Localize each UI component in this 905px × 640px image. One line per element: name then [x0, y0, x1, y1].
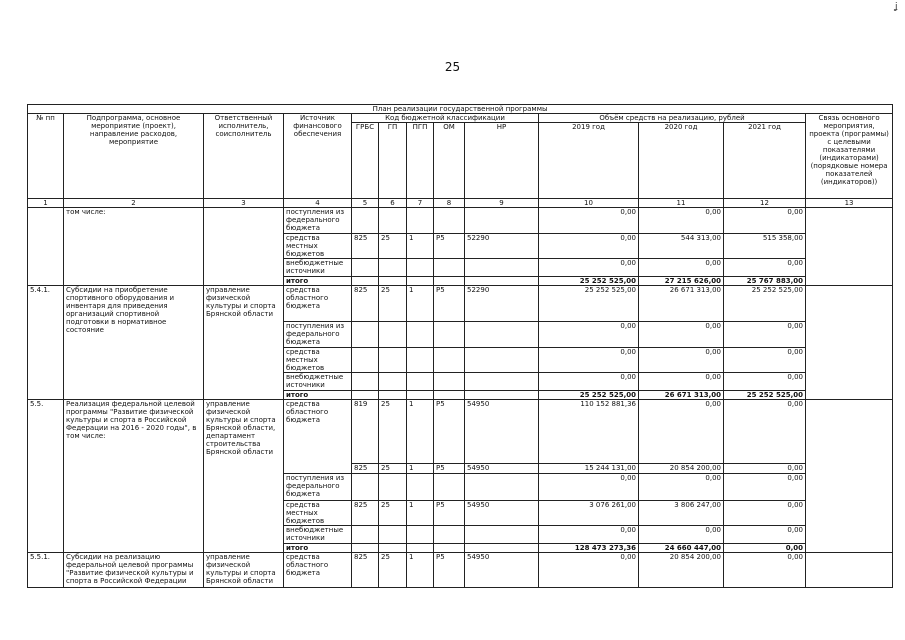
code-gp: 25	[379, 286, 407, 322]
code-nr: 54950	[465, 553, 539, 588]
value-2021: 0,00	[724, 259, 806, 277]
row-num	[28, 208, 64, 286]
source-cell: средства местных бюджетов	[284, 348, 352, 373]
value-2021: 0,00	[724, 208, 806, 234]
code-om: P5	[434, 286, 465, 322]
value-2021: 0,00	[724, 553, 806, 588]
source-cell: поступления из федерального бюджета	[284, 322, 352, 348]
row-description: Субсидии на реализацию федеральной целевой программы "Развитие физической культуры и спорта в Российской Федерации	[64, 553, 204, 588]
plan-table-wrapper	[27, 104, 892, 588]
value-2021: 0,00	[724, 474, 806, 501]
value-2021: 0,00	[724, 464, 806, 474]
code-pgp: 1	[407, 464, 434, 474]
col-number: 9	[465, 199, 539, 208]
code-nr: 52290	[465, 286, 539, 322]
value-2019: 0,00	[539, 526, 639, 544]
header-budget-code: Код бюджетной классификации	[352, 114, 539, 123]
source-cell: поступления из федерального бюджета	[284, 474, 352, 501]
row-executor: управление физической культуры и спорта Брянской области, департамент строительства Брянской области	[204, 400, 284, 553]
row-link	[806, 400, 893, 553]
col-number: 2	[64, 199, 204, 208]
code-om: P5	[434, 400, 465, 464]
col-number: 10	[539, 199, 639, 208]
corner-mark: ʝ	[895, 2, 898, 12]
value-2019: 0,00	[539, 373, 639, 391]
table-row	[28, 553, 893, 588]
code-grbs: 825	[352, 501, 379, 526]
header-num: № пп	[28, 114, 64, 199]
value-2021: 0,00	[724, 322, 806, 348]
value-2021: 0,00	[724, 373, 806, 391]
value-2020: 26 671 313,00	[639, 391, 724, 400]
row-num: 5.5.	[28, 400, 64, 553]
value-2021: 0,00	[724, 526, 806, 544]
col-number: 3	[204, 199, 284, 208]
code-grbs: 825	[352, 286, 379, 322]
source-cell: средства местных бюджетов	[284, 234, 352, 259]
value-2021: 0,00	[724, 400, 806, 464]
value-2021: 25 767 883,00	[724, 277, 806, 286]
code-grbs: 825	[352, 553, 379, 588]
row-num: 5.4.1.	[28, 286, 64, 400]
row-description: Реализация федеральной целевой программы "Развитие физической культуры и спорта в Российской Федерации на 2016 - 2020 годы", в том числе:	[64, 400, 204, 553]
header-volume: Объём средств на реализацию, рублей	[539, 114, 806, 123]
col-number: 6	[379, 199, 407, 208]
plan-title: План реализации государственной программы	[28, 105, 893, 114]
value-2020: 20 854 200,00	[639, 553, 724, 588]
code-pgp: 1	[407, 286, 434, 322]
code-om: P5	[434, 501, 465, 526]
code-om: P5	[434, 464, 465, 474]
value-2021: 0,00	[724, 501, 806, 526]
col-number: 7	[407, 199, 434, 208]
row-link	[806, 208, 893, 286]
source-cell: внебюджетные источники	[284, 259, 352, 277]
plan-title-row	[28, 105, 893, 114]
value-2019: 0,00	[539, 322, 639, 348]
code-pgp: 1	[407, 234, 434, 259]
row-description: том числе:	[64, 208, 204, 286]
header-pgp: ПГП	[407, 123, 434, 199]
row-executor	[204, 208, 284, 286]
header-grbs: ГРБС	[352, 123, 379, 199]
value-2019: 25 252 525,00	[539, 286, 639, 322]
code-pgp: 1	[407, 501, 434, 526]
value-2020: 0,00	[639, 348, 724, 373]
code-nr: 54950	[465, 464, 539, 474]
value-2019: 25 252 525,00	[539, 391, 639, 400]
code-grbs: 825	[352, 464, 379, 474]
value-2021: 25 252 525,00	[724, 286, 806, 322]
code-gp: 25	[379, 400, 407, 464]
row-executor: управление физической культуры и спорта Брянской области	[204, 553, 284, 588]
code-pgp: 1	[407, 553, 434, 588]
page-number: 25	[444, 60, 461, 74]
header-gp: ГП	[379, 123, 407, 199]
source-cell: поступления из федерального бюджета	[284, 208, 352, 234]
code-om: P5	[434, 553, 465, 588]
source-cell: итого	[284, 391, 352, 400]
source-cell: итого	[284, 277, 352, 286]
value-2020: 544 313,00	[639, 234, 724, 259]
value-2020: 27 215 626,00	[639, 277, 724, 286]
value-2020: 0,00	[639, 208, 724, 234]
table-row	[28, 400, 893, 464]
source-cell: внебюджетные источники	[284, 373, 352, 391]
code-om: P5	[434, 234, 465, 259]
source-cell: итого	[284, 544, 352, 553]
code-nr: 52290	[465, 234, 539, 259]
code-grbs: 819	[352, 400, 379, 464]
value-2019: 3 076 261,00	[539, 501, 639, 526]
header-nr: НР	[465, 123, 539, 199]
table-row	[28, 208, 893, 234]
source-cell: внебюджетные источники	[284, 526, 352, 544]
col-number: 12	[724, 199, 806, 208]
col-number: 8	[434, 199, 465, 208]
col-number: 13	[806, 199, 893, 208]
header-2020: 2020 год	[639, 123, 724, 199]
code-gp: 25	[379, 553, 407, 588]
header-executor: Ответственный исполнитель, соисполнитель	[204, 114, 284, 199]
value-2019: 0,00	[539, 348, 639, 373]
value-2019: 25 252 525,00	[539, 277, 639, 286]
row-link	[806, 286, 893, 400]
table-row	[28, 286, 893, 322]
value-2020: 0,00	[639, 474, 724, 501]
row-description: Субсидии на приобретение спортивного оборудования и инвентаря для приведения организаций спортивной подготовки в нормативное состояние	[64, 286, 204, 400]
value-2019: 0,00	[539, 474, 639, 501]
value-2020: 0,00	[639, 373, 724, 391]
header-2019: 2019 год	[539, 123, 639, 199]
header-subprogram: Подпрограмма, основное мероприятие (проект), направление расходов, мероприятие	[64, 114, 204, 199]
col-number: 11	[639, 199, 724, 208]
col-number: 5	[352, 199, 379, 208]
row-executor: управление физической культуры и спорта Брянской области	[204, 286, 284, 400]
code-nr: 54950	[465, 400, 539, 464]
code-nr: 54950	[465, 501, 539, 526]
col-number: 4	[284, 199, 352, 208]
value-2019: 0,00	[539, 208, 639, 234]
value-2020: 0,00	[639, 526, 724, 544]
header-source: Источник финансового обеспечения	[284, 114, 352, 199]
code-grbs: 825	[352, 234, 379, 259]
header-2021: 2021 год	[724, 123, 806, 199]
value-2021: 0,00	[724, 544, 806, 553]
value-2020: 20 854 200,00	[639, 464, 724, 474]
value-2021: 0,00	[724, 348, 806, 373]
source-cell: средства местных бюджетов	[284, 501, 352, 526]
source-cell: средства областного бюджета	[284, 553, 352, 588]
header-om: ОМ	[434, 123, 465, 199]
value-2020: 0,00	[639, 322, 724, 348]
value-2019: 110 152 881,36	[539, 400, 639, 464]
header-row-1	[28, 114, 893, 123]
value-2020: 0,00	[639, 400, 724, 464]
col-number: 1	[28, 199, 64, 208]
value-2021: 25 252 525,00	[724, 391, 806, 400]
value-2020: 26 671 313,00	[639, 286, 724, 322]
value-2019: 128 473 273,36	[539, 544, 639, 553]
code-pgp: 1	[407, 400, 434, 464]
column-numbers-row	[28, 199, 893, 208]
value-2020: 0,00	[639, 259, 724, 277]
row-num: 5.5.1.	[28, 553, 64, 588]
code-gp: 25	[379, 234, 407, 259]
value-2020: 3 806 247,00	[639, 501, 724, 526]
header-link: Связь основного мероприятия, проекта (программы) с целевыми показателями (индикаторами) (порядковые номера показателей (индикаторов))	[806, 114, 893, 199]
value-2020: 24 660 447,00	[639, 544, 724, 553]
source-cell: средства областного бюджета	[284, 400, 352, 474]
value-2019: 15 244 131,00	[539, 464, 639, 474]
value-2019: 0,00	[539, 259, 639, 277]
value-2021: 515 358,00	[724, 234, 806, 259]
code-gp: 25	[379, 501, 407, 526]
plan-table	[27, 104, 893, 588]
value-2019: 0,00	[539, 553, 639, 588]
row-link	[806, 553, 893, 588]
code-gp: 25	[379, 464, 407, 474]
source-cell: средства областного бюджета	[284, 286, 352, 322]
value-2019: 0,00	[539, 234, 639, 259]
